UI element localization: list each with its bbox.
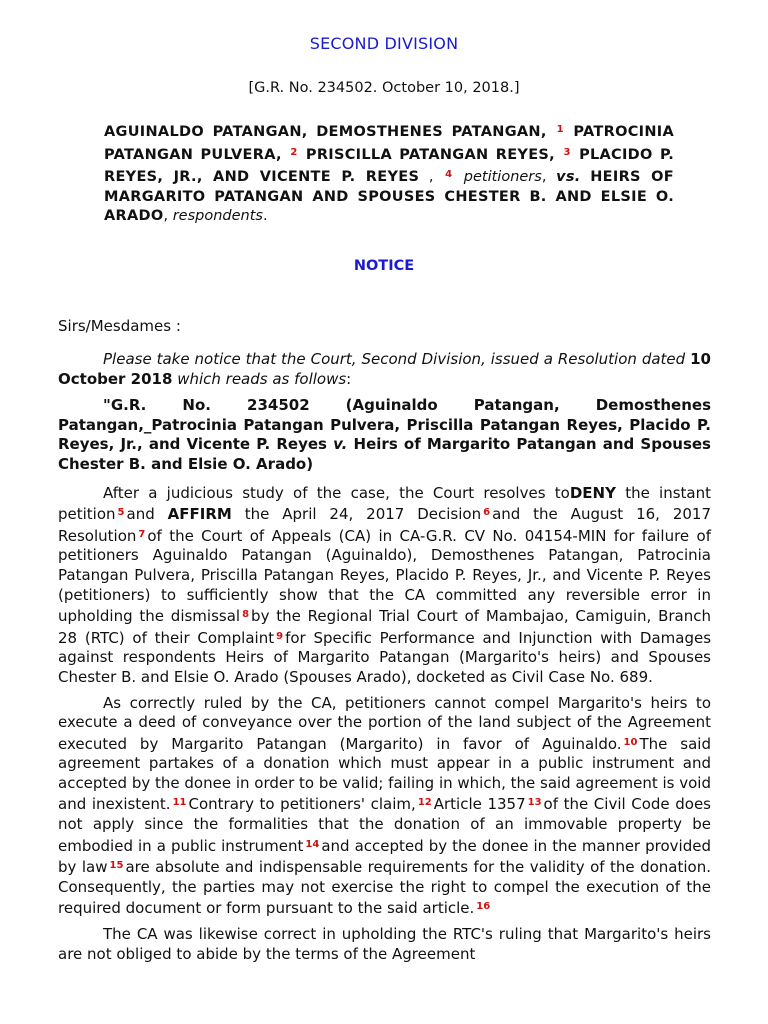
petitioners-names-2: PATROCINIA PATANGAN PULVERA, [104,124,674,163]
footnote-link-4[interactable]: 4 [445,169,453,180]
para2-text: are absolute and indispensable requirements for the validity of the donation. Consequently, the parties may not exercise the right to compel the execution of the required document or form pursuant to the said article. [58,858,711,918]
intro-paragraph [58,350,711,389]
petitioners-label: petitioners [463,169,542,185]
resolution-date: 10 October 2018 [58,350,711,388]
footnote-link-6[interactable]: 6 [483,507,491,519]
footnote-link-10[interactable]: 10 [623,736,638,748]
footnote-link-1[interactable]: 1 [556,124,564,135]
para2-text: and accepted by the donee in the manner provided by law [58,836,711,877]
footnote-link-9[interactable]: 9 [276,630,284,642]
footnote-link-13[interactable]: 13 [527,797,542,809]
footnote-link-11[interactable]: 11 [172,797,187,809]
footnote-link-8[interactable]: 8 [242,609,250,621]
versus-label: vs. [556,169,581,185]
resolution-body [58,350,711,970]
para2-text: As correctly ruled by the CA, petitioners cannot compel Margarito's heirs to execute a deed of conveyance over the portion of the land subject of the Agreement executed by Margarito Patangan (Margarito) in favor of Aguinaldo. [58,693,711,753]
paragraph-2 [58,694,711,920]
para2-text: of the Civil Code does not apply since the formalities that the donation of an immovable property be embodied in a public instrument [58,795,711,855]
footnote-link-7[interactable]: 7 [138,528,146,540]
paragraph-1 [58,484,711,688]
petitioners-names: AGUINALDO PATANGAN, DEMOSTHENES PATANGAN, [104,124,547,140]
respondents-label: respondents [172,208,263,224]
period: . [262,208,268,224]
para3-text: The CA was likewise correct in upholding the RTC's ruling that Margarito's heirs are not obliged to abide by the terms of the Agreement [58,925,711,963]
deny-keyword: DENY [569,483,616,502]
case-citation: [G.R. No. 234502. October 10, 2018.] [248,80,520,96]
para2-text: The said agreement partakes of a donation which must appear in a public instrument and accepted by the donee in order to be valid; failing in which, the said agreement is void and inexistent. [58,734,711,814]
para1-text: After a judicious study of the case, the Court resolves to [103,483,570,502]
salutation: Sirs/Mesdames : [58,317,181,335]
respondents-names: HEIRS OF MARGARITO PATANGAN AND SPOUSES CHESTER B. AND ELSIE O. ARADO [104,169,675,224]
caption-respondents: Heirs of Margarito Patangan and Spouses Chester B. and Elsie O. Arado) [58,435,711,473]
para1-text: and the August 16, 2017 Resolution [58,505,711,545]
open-quote: " [103,396,111,415]
colon: : [346,369,352,388]
footnote-link-12[interactable]: 12 [417,797,432,809]
para2-text: Article 1357 [433,795,526,814]
division-heading: SECOND DIVISION [309,34,459,53]
case-parties: AGUINALDO PATANGAN, DEMOSTHENES PATANGAN, $^1$ PATROCINIA PATANGAN PULVERA, $^2$ PRISCILLA PATANGAN REYES, $^3$ PLACIDO P. REYES, JR., AND VICENTE P. REYES , $^4$ petitioners, vs. HEIRS OF MARGARITO PATANGAN AND SPOUSES CHESTER B. AND ELSIE O. ARADO, respondents. [104,124,675,224]
footnote-link-3[interactable]: 3 [563,146,571,158]
footnote-link-14[interactable]: 14 [305,838,320,850]
footnote-link-2[interactable]: 2 [290,146,298,158]
caption-petitioners: G.R. No. 234502 (Aguinaldo Patangan, Demosthenes Patangan,_Patrocinia Patangan Pulvera, Priscilla Patangan Reyes, Placido P. Reyes, Jr., and Vicente P. Reyes [58,396,711,454]
footnote-link-15[interactable]: 15 [109,860,124,872]
footnote-link-5[interactable]: 5 [117,507,125,519]
intro-text-2: which reads as follows [177,369,347,388]
para1-text: for Specific Performance and Injunction with Damages against respondents Heirs of Margarito Patangan (Margarito's heirs) and Spouses Chester B. and Elsie O. Arado (Spouses Arado), docketed as Civil Case No. 689. [58,628,712,686]
para1-text: and [126,505,155,524]
footnote-link-16[interactable]: 16 [476,901,491,913]
para1-text: the April 24, 2017 Decision [244,505,482,524]
para2-text: Contrary to petitioners' claim, [188,795,416,814]
intro-text: Please take notice that the Court, Second Division, issued a Resolution dated [103,350,686,368]
para1-text: by the Regional Trial Court of Mambajao, Camiguin, Branch 28 (RTC) of their Complaint [58,607,711,647]
para1-text: of the Court of Appeals (CA) in CA-G.R. CV No. 04154-MIN for failure of petitioners Aguinaldo Patangan (Aguinaldo), Demosthenes Patangan, Patrocinia Patangan Pulvera, Priscilla Patangan Reyes, Placido P. Reyes, Jr., and Vicente P. Reyes (petitioners) to sufficiently show that the CA committed any reversible error in upholding the dismissal [58,526,711,626]
comma: , [428,169,434,185]
paragraph-3 [58,925,711,964]
caption-versus: v. [333,435,348,454]
petitioners-names-3: PRISCILLA PATANGAN REYES, [305,146,555,163]
para1-text: the instant petition [58,483,711,524]
notice-title: NOTICE [353,258,415,274]
affirm-keyword: AFFIRM [167,505,232,524]
petitioners-names-4: PLACIDO P. REYES, JR., AND VICENTE P. REYES [104,146,675,185]
case-caption [58,396,711,474]
